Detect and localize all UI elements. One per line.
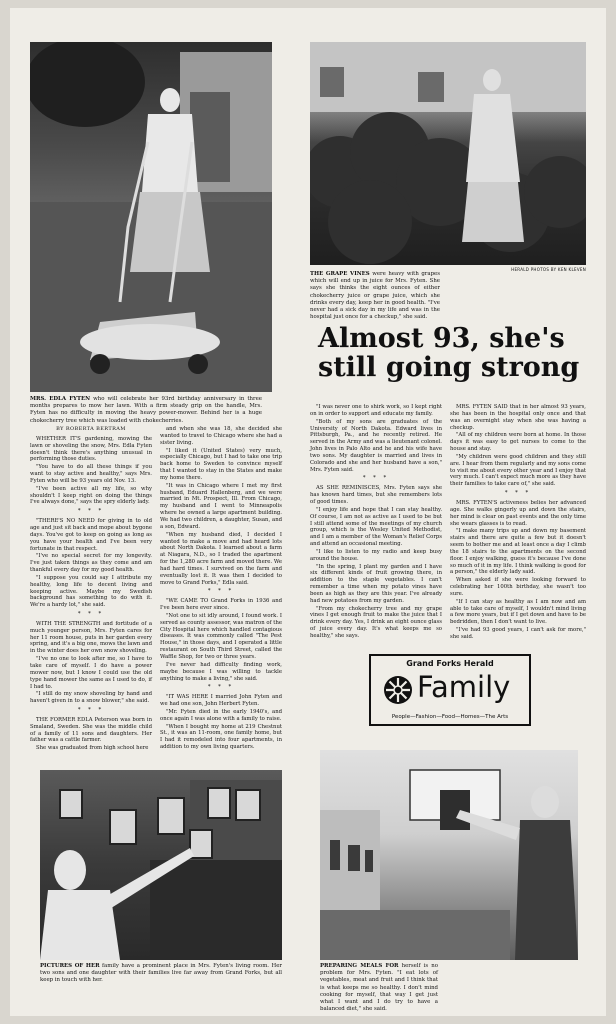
logo-paper-name: Grand Forks Herald <box>406 659 494 668</box>
article-paragraph: "Not one to sit idly around, I found work. I served as county assessor, was matron of the City Hospital here which handled contagious diseases. It was commonly called "The Pest House," in those days, and I operated a little restaurant on South Third Street, called the Waffle Shop, for two or three years. <box>160 612 282 660</box>
article-paragraph: "If I can stay as healthy as I am now and am able to take care of myself, I wouldn't mind living a few more years, but if I get down and have to be bedridden, then I don't want to live. <box>450 598 586 626</box>
article-paragraph: "When I bought my home at 219 Chestnut St., it was an 11-room, one family home, but I had it remodeled into four apartments, in addition to my own living quarters. <box>160 723 282 751</box>
kitchen-photo-art <box>320 750 578 960</box>
logo-tagline: People—Fashion—Food—Homes—The Arts <box>391 714 509 720</box>
photo-grape-vines <box>310 42 586 265</box>
byline: BY ROBERTA BERTRAM <box>56 426 126 432</box>
section-divider: * * * <box>504 490 532 497</box>
article-paragraph: "My children were good children and they still are. I hear from them regularly and my sons come to visit me about every other year and I enjoy that very much. I can't expect much more as they have their families to take care of," she said. <box>450 453 586 488</box>
logo-family-word: Family <box>417 670 511 704</box>
column-1-text <box>30 436 152 752</box>
caption-living-text: family have a prominent place in Mrs. Fyten's living room. Her two sons and one daughter with their families live far away from Grand Forks, but all keep in touch with her. <box>40 963 282 984</box>
article-paragraph: "I still do my snow shoveling by hand and haven't given in to a snow blower," she said. <box>30 691 152 705</box>
grape-photo-art <box>310 42 586 265</box>
article-column-2 <box>160 426 282 752</box>
article-paragraph: "THERE'S NO NEED for giving in to old age and just sit back and mope about bygone days. You've got to keep on going as long as you have your health and I've been very fortunate in that respect. <box>30 518 152 552</box>
article-paragraph: "IT WAS HERE I married John Fyten and we had one son, John Herbert Fyten. <box>160 694 282 708</box>
photo-credit: HERALD PHOTOS BY KEN KLEVEN <box>511 267 586 272</box>
article-paragraph: MRS. FYTEN'S activeness belies her advanced age. She walks gingerly up and down the stairs, her mind is clear on past events and the only time she wears glasses is to read. <box>450 499 586 527</box>
article-paragraph: "I enjoy life and hope that I can stay healthy. Of course, I am not as active as I used to be but I still attend some of the meetings of my church group, which is the Wesley United Methodist, and I am a member of the Woman's Relief Corps and attend an occasional meeting. <box>310 506 442 548</box>
article-paragraph: "When my husband died, I decided I wanted to make a move and had heard lots about North Dakota. I learned about a farm at Niagara, N.D., so I traded the apartment for the 1,280 acre farm and moved there. We had hard times. I survived on the farm and eventually lost it. It was then I decided to move to Grand Forks," Edla said. <box>160 531 282 586</box>
caption-living-lead: PICTURES OF HER <box>40 963 100 969</box>
article-paragraph: "I liked it (United States) very much, especially Chicago, but I had to take one trip back home to Sweden to convince myself that I wanted to stay in the States and make my home there. <box>160 447 282 481</box>
article-paragraph: and when she was 18, she decided she wanted to travel to Chicago where she had a sister living. <box>160 426 282 446</box>
headline-line-1: Almost 93, she's <box>318 323 565 354</box>
caption-living-room <box>40 963 282 985</box>
article-paragraph: WHETHER IT'S gardening, mowing the lawn or shoveling the snow, Mrs. Edla Fyten doesn't think there's anything unusual in performing those duties. <box>30 435 152 463</box>
article-paragraph: "I've no one to look after me, so I have to take care of myself. I do have a power mower now, but I know I could use the old type hand mower the same as I used to do, if I had to. <box>30 656 152 690</box>
flower-icon <box>383 675 413 705</box>
photo-kitchen <box>320 750 578 960</box>
article-paragraph: "I like to listen to my radio and keep busy around the house. <box>310 548 442 562</box>
article-paragraph: MRS. FYTEN SAID that in her almost 93 years, she has been in the hospital only once and that was an overnight stay when she was having a checkup. <box>450 404 586 431</box>
section-divider: * * * <box>77 707 105 714</box>
article-paragraph: "WE CAME TO Grand Forks in 1936 and I've been here ever since. <box>160 598 282 612</box>
newspaper-page <box>10 8 606 1016</box>
section-divider: * * * <box>77 508 105 515</box>
photo-lawn-mowing <box>30 42 272 392</box>
lawn-photo-art <box>30 42 272 392</box>
article-paragraph: She was graduated from high school here <box>36 745 149 752</box>
headline <box>318 324 588 382</box>
article-column-4 <box>450 404 586 642</box>
caption-kitchen-lead: PREPARING MEALS FOR <box>320 963 399 969</box>
caption-grape-vines <box>310 271 440 321</box>
caption-lawn-mowing <box>30 396 262 425</box>
article-paragraph: "I make many trips up and down my basement stairs and there are quite a few but it doesn't seem to bother me and at least once a day I climb the 18 stairs to the apartments on the second floor. I enjoy walking, guess it's because I've done so much of it in my life. I think walking is good for a person," the elderly lady said. <box>450 528 586 576</box>
article-paragraph: "It was in Chicago where I met my first husband, Eduard Hallenberg, and we were married in Mt. Prospect, Ill. From Chicago, my husband and I went to Minneapolis where he owned a large apartment building. We had two children, a daughter, Susan, and a son, Edward. <box>160 482 282 530</box>
article-paragraph: "You have to do all these things if you want to stay active and healthy," says Mrs. Fyten who will be 93 years old Nov. 13. <box>30 464 152 484</box>
column-2-text <box>160 426 282 751</box>
headline-line-2: still going strong <box>318 352 580 383</box>
article-paragraph: "I've been active all my life, so why shouldn't I keep right on doing the things I've always done," says the spry elderly lady. <box>30 485 152 506</box>
article-paragraph: "All of my children were born at home. In those days it was easy to get nurses to come to the house and stay. <box>450 432 586 453</box>
section-divider: * * * <box>77 611 105 618</box>
article-paragraph: "From my chokecherry tree and my grape vines I get enough fruit to make the juice that I drink every day. Yes, I drink an eight ounce glass of juice every day. It's what keeps me so healthy," she says. <box>310 605 442 639</box>
living-photo-art <box>40 770 282 960</box>
caption-grape-lead: THE GRAPE VINES <box>310 271 370 277</box>
article-paragraph: "In the spring, I plant my garden and I have six different kinds of fruit growing there, in addition to the staple vegetables. I can't remember a time when my potato vines have been as high as they are this year. I've already had new potatoes from my garden. <box>310 563 442 604</box>
article-paragraph: "I suppose you could say I attribute my healthy, long life to decent living and keeping active. Maybe my Swedish background has something to do with it. We're a hardy lot," she said. <box>30 574 152 609</box>
article-paragraph: When asked if she were looking forward to celebrating her 100th birthday, she wasn't too sure. <box>450 577 586 597</box>
article-paragraph: "I've no special secret for my longevity. I've just taken things as they come and am thankful every day for my good health. <box>30 553 152 574</box>
article-paragraph: I've never had difficulty finding work, maybe because I was willing to tackle anything to make a living," she said. <box>160 661 282 682</box>
article-column-3 <box>310 404 442 641</box>
column-3-text <box>310 404 442 640</box>
article-paragraph: AS SHE REMINISCES, Mrs. Fyten says she has known hard times, but she remembers lots of good times. <box>310 485 442 505</box>
section-divider: * * * <box>362 475 390 482</box>
section-divider: * * * <box>207 588 235 595</box>
article-paragraph: "I was never one to shirk work, so I kept right on in order to support and educate my family. <box>310 404 442 417</box>
article-paragraph: "I've had 93 good years, I can't ask for more," she said. <box>450 627 586 640</box>
article-paragraph: THE FORMER EDLA Peterson was born in Smaland, Sweden. She was the middle child of a family of 11 sons and daughters. Her father was a cattle farmer. <box>30 716 152 744</box>
caption-kitchen-text: herself is no problem for Mrs. Fyten. "I eat lots of vegetables, meat and fruit and I think that is what keeps me so healthy. I don't mind cooking for myself, that way I get just what I want and I do try to have a balanced diet," she said. <box>320 963 439 1013</box>
column-4-text <box>450 404 586 641</box>
caption-grape-text: were heavy with grapes which will end up in juice for Mrs. Fyten. She says she thinks the eight ounces of either chokecherry juice or grape juice, which she drinks every day, keep her in good health. "I've never had a sick day in my life and was in the hospital just once for a checkup," she said. <box>310 271 440 321</box>
article-paragraph: WITH THE STRENGTH and fortitude of a much younger person, Mrs. Fyten cares for her 11 room house, puts in her garden every spring, and it's a big one, mows the lawn and in the winter does her own snow shoveling. <box>30 620 152 655</box>
caption-lawn-text: who will celebrate her 93rd birthday anniversary in three months prepares to mow her lawn. With a firm steady grip on the handle, Mrs. Fyten has no difficulty in moving the heavy power-mower. Behind her is a huge chokecherry tree which was loaded with chokecherries. <box>30 396 262 424</box>
article-paragraph: "Mr. Fyten died in the early 1940's, and once again I was alone with a family to raise. <box>160 708 282 722</box>
caption-lawn-lead: MRS. EDLA FYTEN <box>30 396 91 402</box>
caption-kitchen-1 <box>320 963 438 1013</box>
family-section-logo <box>369 654 531 726</box>
article-paragraph: "Both of my sons are graduates of the University of North Dakota. Edward lives in Pittsburgh, Pa., and he recently retired. He served in the Army and was a lieutenant colonel. John lives in Palo Alto and he and his wife have two sons. My daughter is married and lives in Colorado and she and her husband have a son," Mrs. Fyten said. <box>310 418 442 473</box>
photo-living-room <box>40 770 282 960</box>
article-column-1 <box>30 426 152 753</box>
section-divider: * * * <box>207 684 235 691</box>
